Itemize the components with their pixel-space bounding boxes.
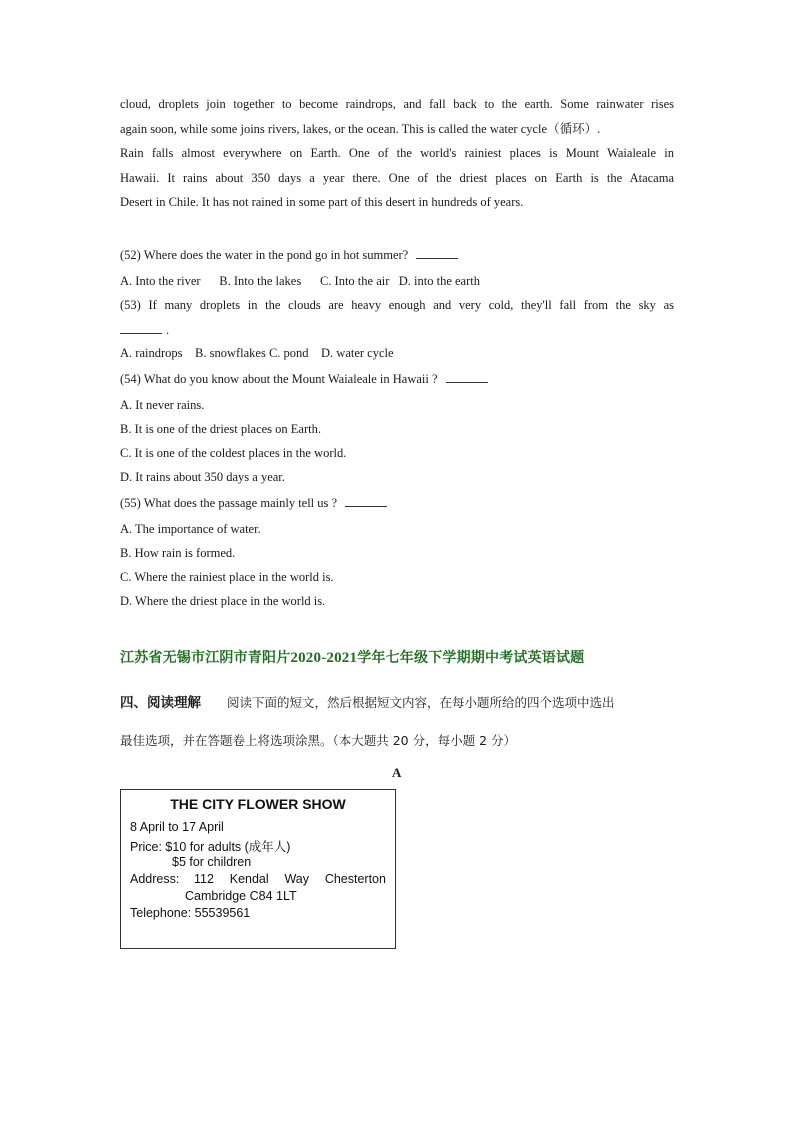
option: D. It rains about 350 days a year. xyxy=(120,470,285,484)
notice-title: THE CITY FLOWER SHOW xyxy=(170,796,346,812)
passage-line: Rain falls almost everywhere on Earth. One of the world's rainiest places is Mount Waialeale in xyxy=(120,146,674,160)
option: C. It is one of the coldest places in the world. xyxy=(120,446,347,460)
section-heading: 四、阅读理解 xyxy=(120,695,201,711)
option: D. Where the driest place in the world is. xyxy=(120,594,326,608)
question-53-blank-line xyxy=(120,321,169,339)
option: A. It never rains. xyxy=(120,398,205,412)
passage-paragraph xyxy=(120,92,674,215)
reading-instructions xyxy=(120,691,615,711)
question-53-options: A. raindrops B. snowflakes C. pond D. water cycle xyxy=(120,346,394,360)
question-52 xyxy=(120,246,458,264)
exam-title: 江苏省无锡市江阴市青阳片2020-2021学年七年级下学期期中考试英语试题 xyxy=(120,650,585,666)
notice-dates: 8 April to 17 April xyxy=(130,820,224,834)
flower-show-notice xyxy=(120,789,396,949)
address-part: Kendal xyxy=(229,872,269,886)
passage-label: A xyxy=(392,765,402,780)
answer-blank[interactable] xyxy=(446,371,488,383)
passage-line: Desert in Chile. It has not rained in some part of this desert in hundreds of years. xyxy=(120,195,524,209)
option: B. It is one of the driest places on Earth. xyxy=(120,422,321,436)
option: B. How rain is formed. xyxy=(120,546,236,560)
answer-blank[interactable] xyxy=(345,495,387,507)
notice-address xyxy=(130,872,386,886)
sentence-end: . xyxy=(166,323,170,337)
notice-address-line2: Cambridge C84 1LT xyxy=(185,889,297,903)
instruction-text: 最佳选项，并在答题卷上将选项涂黑。（本大题共 20 分，每小题 2 分） xyxy=(120,733,517,748)
notice-price-adults: Price: $10 for adults (成年人) xyxy=(130,840,291,854)
option: C. Where the rainiest place in the world is. xyxy=(120,570,334,584)
notice-telephone: Telephone: 55539561 xyxy=(130,906,251,920)
passage-line: Hawaii. It rains about 350 days a year there. One of the driest places on Earth is the Atacama xyxy=(120,170,674,185)
question-stem: (54) What do you know about the Mount Waialeale in Hawaii ? xyxy=(120,372,438,386)
question-53: (53) If many droplets in the clouds are heavy enough and very cold, they'll fall from the sky as xyxy=(120,298,674,312)
question-stem: (55) What does the passage mainly tell us ? xyxy=(120,496,338,510)
answer-blank[interactable] xyxy=(120,322,162,334)
address-part: Way xyxy=(284,872,310,886)
instruction-text: 阅读下面的短文，然后根据短文内容，在每小题所给的四个选项中选出 xyxy=(227,695,615,710)
option: A. The importance of water. xyxy=(120,522,261,536)
passage-line: cloud, droplets join together to become raindrops, and fall back to the earth. Some rainwater rises xyxy=(120,97,674,111)
address-part: 112 xyxy=(194,872,214,886)
question-stem: (52) Where does the water in the pond go in hot summer? xyxy=(120,248,409,262)
passage-line: again soon, while some joins rivers, lakes, or the ocean. This is called the water cycle（循环）. xyxy=(120,121,601,136)
address-part: Chesterton xyxy=(324,872,386,886)
answer-blank[interactable] xyxy=(416,247,458,259)
question-52-options: A. Into the river B. Into the lakes C. Into the air D. into the earth xyxy=(120,274,480,288)
question-54 xyxy=(120,370,488,388)
address-label: Address: xyxy=(130,872,180,886)
question-55 xyxy=(120,494,387,512)
notice-price-children: $5 for children xyxy=(172,855,252,869)
